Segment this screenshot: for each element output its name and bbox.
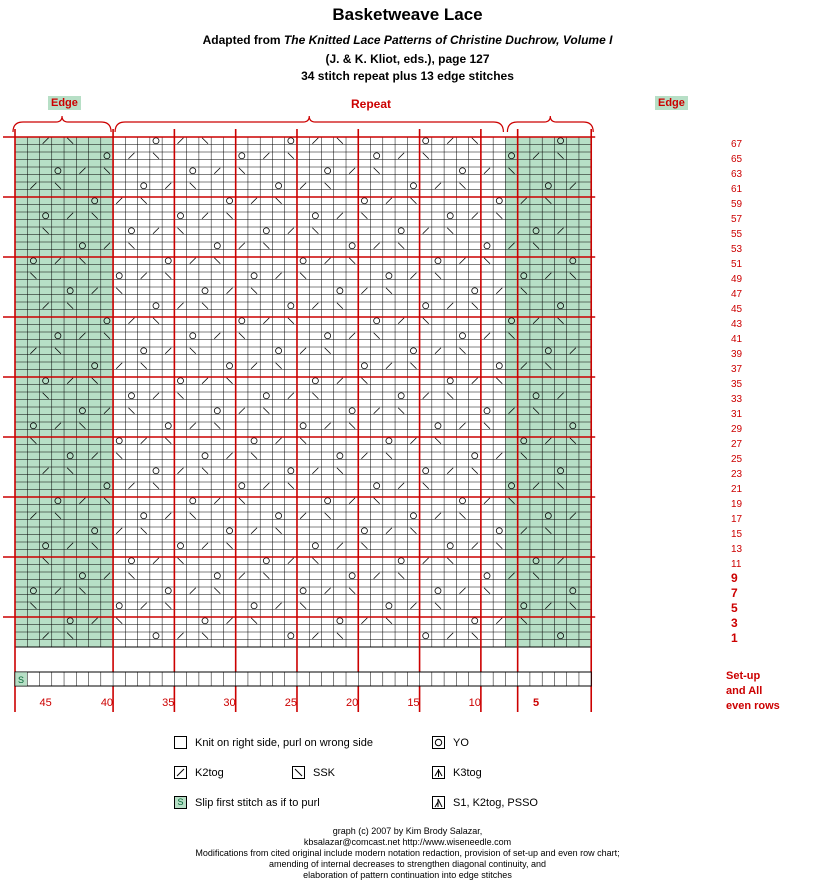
row-label: 63 — [731, 169, 743, 180]
stitch-label: 35 — [162, 697, 175, 709]
setup-label-3: even rows — [726, 700, 780, 712]
credits — [0, 826, 815, 881]
yo-icon — [432, 736, 445, 749]
legend-k2tog — [174, 766, 224, 779]
row-label: 55 — [731, 229, 743, 240]
k2tog-icon — [174, 766, 187, 779]
row-label: 17 — [731, 514, 743, 525]
chart-title: Basketweave Lace — [332, 5, 483, 24]
row-label: 67 — [731, 139, 743, 150]
stitch-label: 45 — [39, 697, 52, 709]
stitch-label: 25 — [284, 697, 297, 709]
repeat-label: Repeat — [351, 97, 392, 111]
row-label: 3 — [731, 616, 738, 630]
credit-line-5: elaboration of pattern continuation into edge stitches — [303, 870, 512, 880]
row-label: 23 — [731, 469, 743, 480]
subtitle-book: The Knitted Lace Patterns of Christine Duchrow, Volume I — [283, 33, 613, 47]
legend-knit — [174, 736, 373, 749]
s1k2togpsso-icon — [432, 796, 445, 809]
knit-icon — [174, 736, 187, 749]
row-label: 41 — [731, 334, 743, 345]
row-label: 35 — [731, 379, 743, 390]
legend-s1k2togpsso-label: S1, K2tog, PSSO — [453, 796, 538, 809]
stitch-labels — [40, 697, 540, 709]
row-label: 33 — [731, 394, 743, 405]
row-label: 25 — [731, 454, 743, 465]
row-label: 5 — [731, 601, 738, 615]
row-label: 29 — [731, 424, 743, 435]
legend-slip-label: Slip first stitch as if to purl — [195, 796, 320, 809]
legend-ssk — [292, 766, 335, 779]
stitch-label: 15 — [407, 697, 420, 709]
setup-label-1: Set-up — [726, 670, 761, 682]
credit-line-2: kbsalazar@comcast.net http://www.wiseneedle.com — [303, 837, 512, 847]
row-label: 57 — [731, 214, 743, 225]
row-label: 49 — [731, 274, 743, 285]
subtitle-prefix: Adapted from — [202, 33, 284, 47]
slip-icon: S — [174, 796, 187, 809]
row-label: 27 — [731, 439, 743, 450]
row-label: 21 — [731, 484, 743, 495]
row-label: 43 — [731, 319, 743, 330]
stitch-label: 20 — [346, 697, 359, 709]
row-label: 7 — [731, 586, 738, 600]
subtitle-editors: (J. & K. Kliot, eds.), page 127 — [325, 52, 490, 66]
stitch-label: 40 — [100, 697, 114, 709]
row-label: 45 — [731, 304, 743, 315]
legend-k3tog — [432, 766, 482, 779]
legend-yo-label: YO — [453, 736, 469, 749]
credit-line-3: Modifications from cited original include modern notation redaction, provision of set-up and even row chart; — [195, 848, 620, 858]
row-label: 65 — [731, 154, 743, 165]
stitch-label: 5 — [532, 697, 540, 709]
legend-knit-label: Knit on right side, purl on wrong side — [195, 736, 373, 749]
stitch-label: 30 — [223, 697, 236, 709]
edge-right-label: Edge — [655, 96, 688, 110]
row-label: 11 — [731, 559, 742, 570]
row-label: 19 — [731, 499, 743, 510]
subtitle-stitch-count: 34 stitch repeat plus 13 edge stitches — [301, 69, 514, 83]
row-label: 47 — [731, 289, 743, 300]
row-label: 1 — [731, 631, 738, 645]
row-label: 15 — [731, 529, 743, 540]
legend-s1k2togpsso — [432, 796, 538, 809]
credit-line-1: graph (c) 2007 by Kim Brody Salazar, — [332, 826, 483, 836]
row-label: 37 — [731, 364, 743, 375]
row-labels — [731, 139, 743, 645]
row-label: 59 — [731, 199, 743, 210]
legend-slip — [174, 796, 320, 809]
legend-k2tog-label: K2tog — [195, 766, 224, 779]
row-label: 31 — [731, 409, 743, 420]
legend-ssk-label: SSK — [313, 766, 336, 779]
braces — [13, 116, 593, 132]
row-label: 61 — [731, 184, 743, 195]
legend-k3tog-label: K3tog — [453, 766, 482, 779]
row-label: 9 — [731, 571, 738, 585]
k3tog-icon — [432, 766, 445, 779]
setup-label-2: and All — [726, 685, 763, 697]
row-label: 53 — [731, 244, 743, 255]
row-label: 51 — [731, 259, 743, 270]
edge-left-label: Edge — [48, 96, 81, 110]
stitch-label: 10 — [468, 697, 481, 709]
ssk-icon — [292, 766, 305, 779]
setup-slip-symbol: S — [18, 675, 25, 685]
legend-yo — [432, 736, 469, 749]
row-label: 13 — [731, 544, 743, 555]
setup-row — [15, 672, 591, 686]
row-label: 39 — [731, 349, 743, 360]
credit-line-4: amending of internal decreases to strengthen diagonal continuity, and — [268, 859, 547, 869]
